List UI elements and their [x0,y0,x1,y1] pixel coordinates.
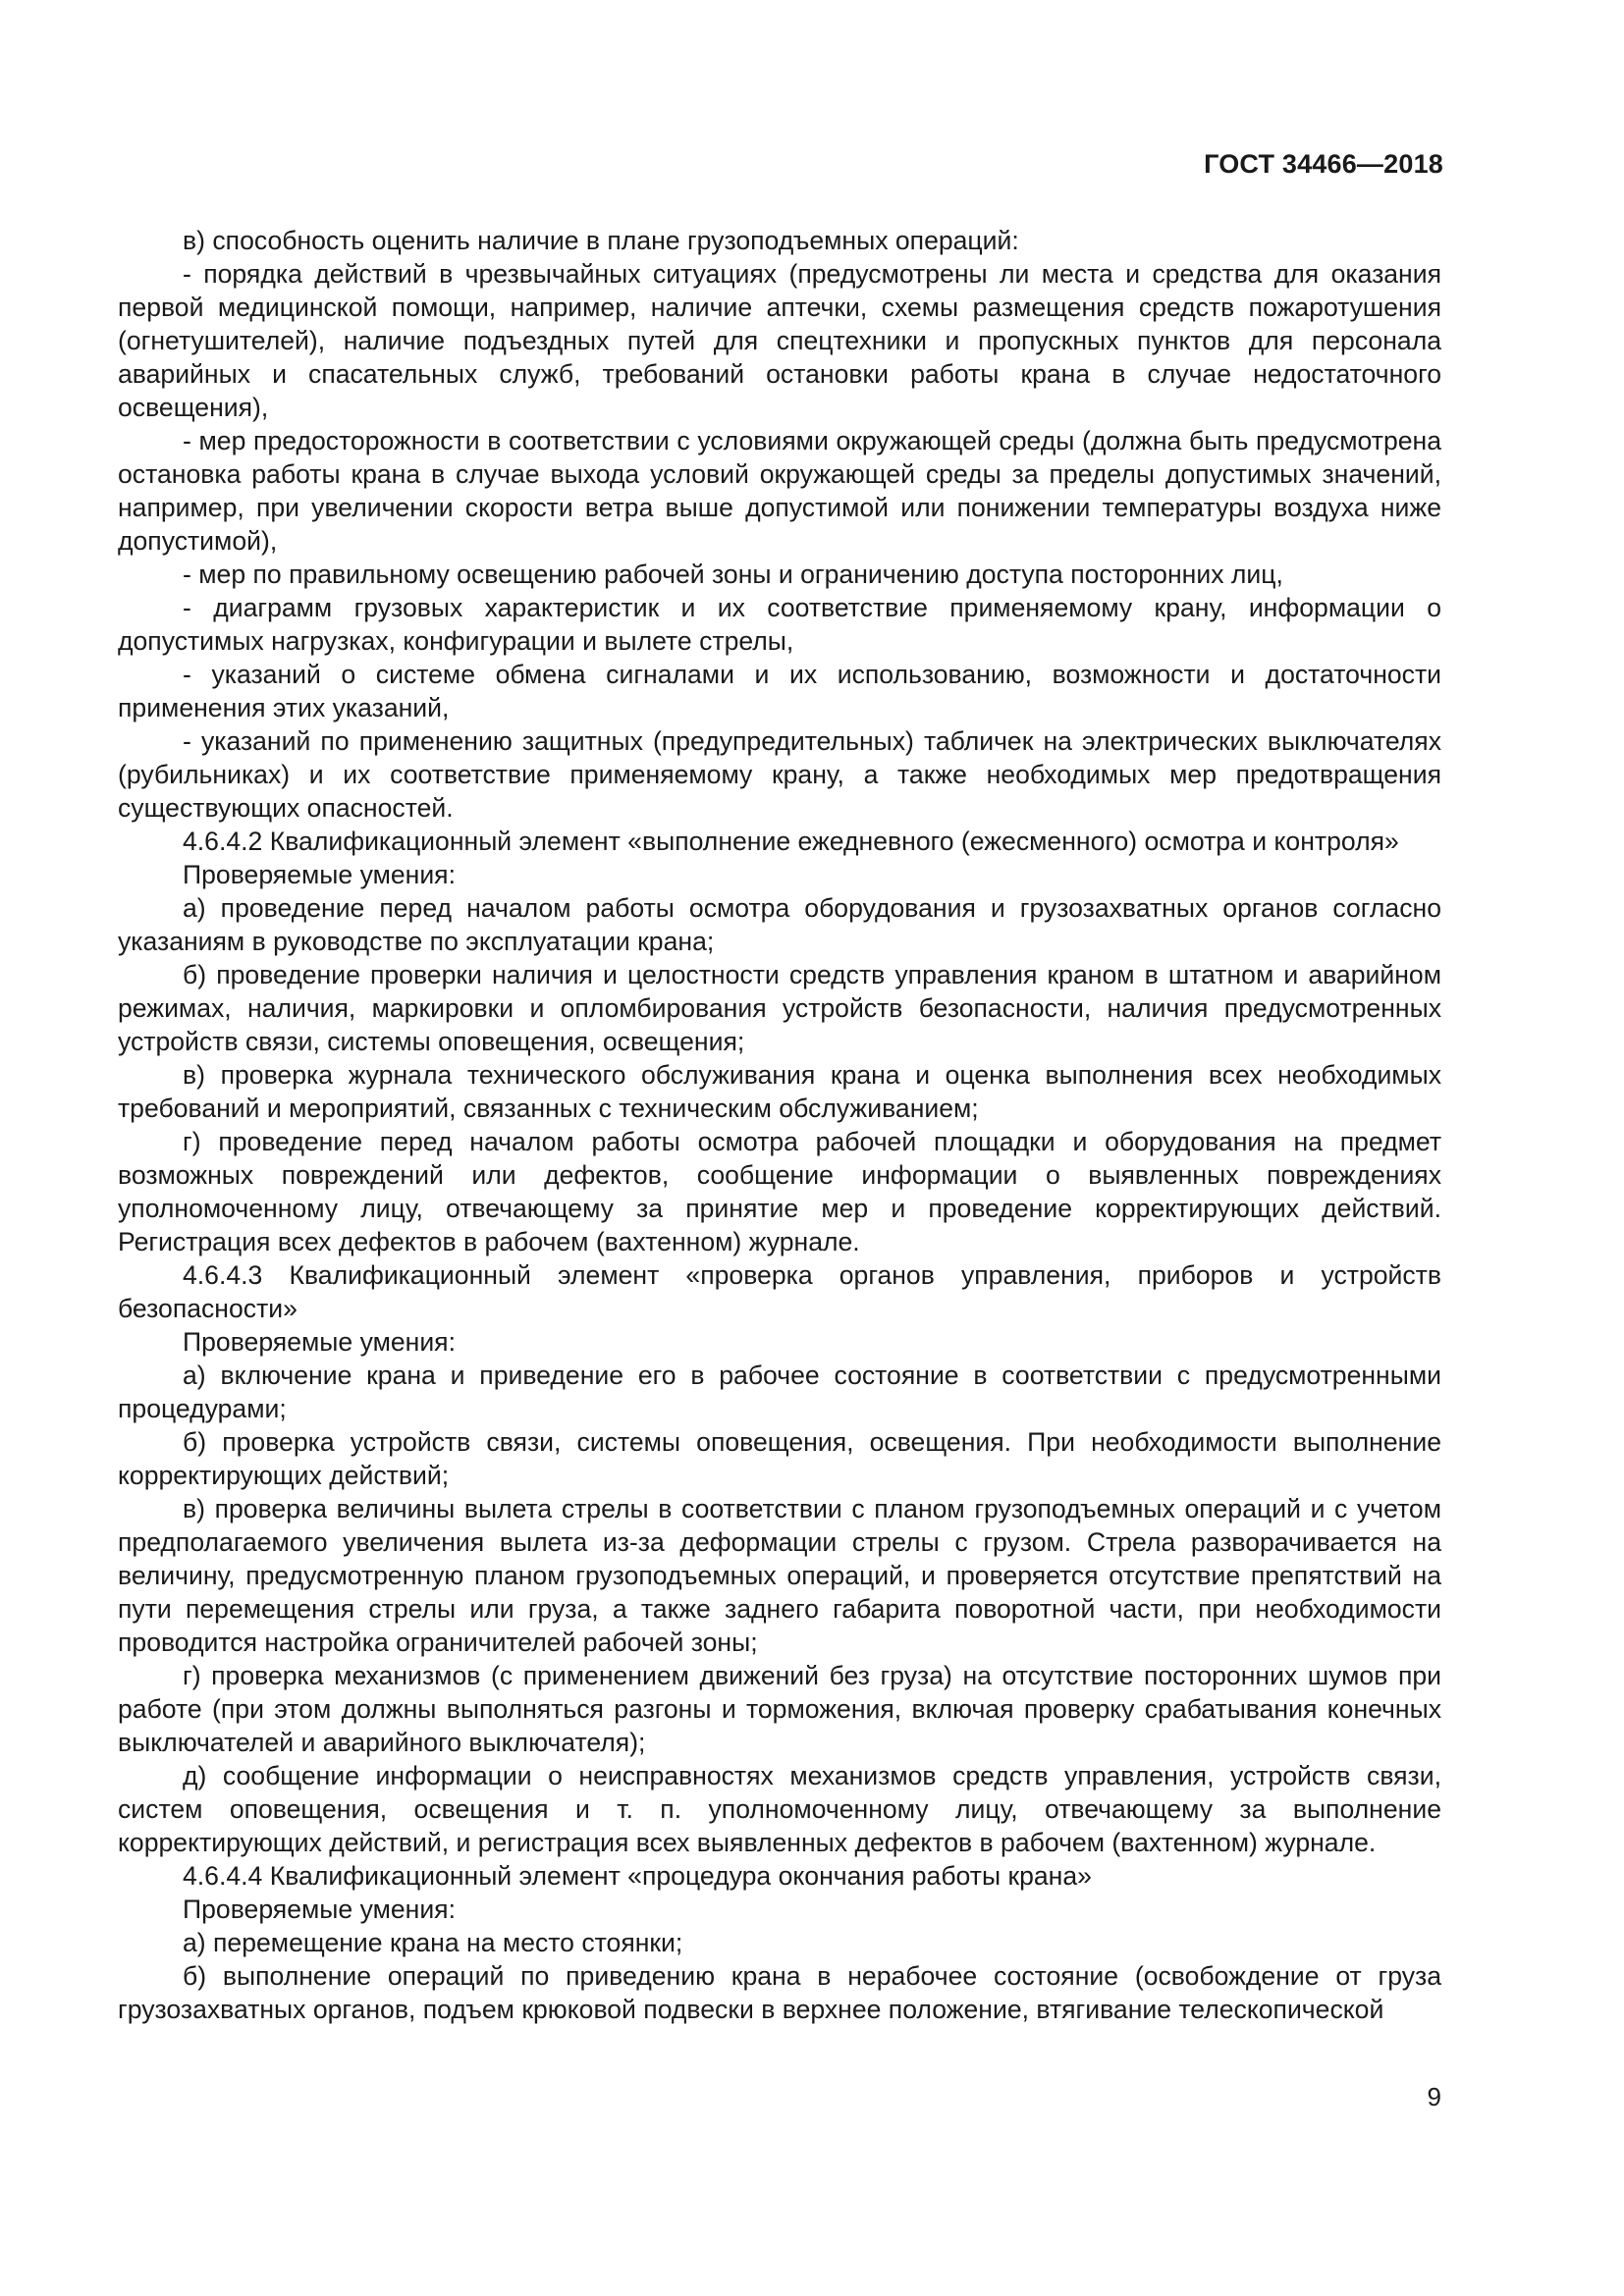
paragraph: Проверяемые умения: [183,1895,456,1924]
paragraph: - указаний о системе обмена сигналами и их использованию, возможности и достаточности применения этих указаний, [118,660,1441,722]
paragraph: - мер предосторожности в соответствии с условиями окружающей среды (должна быть предусмотрена остановка работы крана в случае выхода условий окружающей среды за пределы допустимых значений, например, при увеличении скорости ветра выше допустимой или понижении температуры воздуха ниже допустимой), [118,426,1441,556]
paragraph: д) сообщение информации о неисправностях механизмов средств управления, устройств связи, систем оповещения, освещения и т. п. уполномоченному лицу, отвечающему за выполнение корректирующих действий, и регистрация всех выявленных дефектов в рабочем (вахтенном) журнале. [118,1761,1441,1857]
paragraph: б) выполнение операций по приведению крана в нерабочее состояние (освобождение от груза грузозахватных органов, подъем крюковой подвески в верхнее положение, втягивание телескопической [118,1961,1441,2024]
paragraph: а) проведение перед началом работы осмотра оборудования и грузозахватных органов согласно указаниям в руководстве по эксплуатации крана; [118,893,1441,956]
section-heading-4-6-4-4: 4.6.4.4 Квалификационный элемент «процедура окончания работы крана» [183,1861,1092,1891]
section-heading-4-6-4-2: 4.6.4.2 Квалификационный элемент «выполнение ежедневного (ежесменного) осмотра и контроля» [183,827,1399,856]
paragraph: Проверяемые умения: [183,1327,456,1357]
section-heading-4-6-4-3: 4.6.4.3 Квалификационный элемент «проверка органов управления, приборов и устройств безопасности» [118,1260,1441,1323]
document-code-header: ГОСТ 34466—2018 [1204,149,1443,179]
paragraph: - порядка действий в чрезвычайных ситуациях (предусмотрены ли места и средства для оказания первой медицинской помощи, например, наличие аптечки, схемы размещения средств пожаротушения (огнетушителей), наличие подъездных путей для спецтехники и пропускных пунктов для персонала аварийных и спасательных служб, требований остановки работы крана в случае недостаточного освещения), [118,259,1441,422]
body-text [118,224,1441,2026]
paragraph: а) включение крана и приведение его в рабочее состояние в соответствии с предусмотренными процедурами; [118,1361,1441,1423]
paragraph: б) проведение проверки наличия и целостности средств управления краном в штатном и аварийном режимах, наличия, маркировки и опломбирования устройств безопасности, наличия предусмотренных устройств связи, системы оповещения, освещения; [118,960,1441,1056]
paragraph: - указаний по применению защитных (предупредительных) табличек на электрических выключателях (рубильниках) и их соответствие применяемому крану, а также необходимых мер предотвращения существующих опасностей. [118,726,1441,823]
paragraph: г) проведение перед началом работы осмотра рабочей площадки и оборудования на предмет возможных повреждений или дефектов, сообщение информации о выявленных повреждениях уполномоченному лицу, отвечающему за принятие мер и проведение корректирующих действий. Регистрация всех дефектов в рабочем (вахтенном) журнале. [118,1127,1441,1256]
paragraph: а) перемещение крана на место стоянки; [183,1928,683,1957]
page-number: 9 [1427,2082,1441,2111]
paragraph: - диаграмм грузовых характеристик и их соответствие применяемому крану, информации о допустимых нагрузках, конфигурации и вылете стрелы, [118,593,1441,656]
paragraph: в) проверка журнала технического обслуживания крана и оценка выполнения всех необходимых требований и мероприятий, связанных с техническим обслуживанием; [118,1060,1441,1123]
paragraph: в) проверка величины вылета стрелы в соответствии с планом грузоподъемных операций и с учетом предполагаемого увеличения вылета из-за деформации стрелы с грузом. Стрела разворачивается на величину, предусмотренную планом грузоподъемных операций, и проверяется отсутствие препятствий на пути перемещения стрелы или груза, а также заднего габарита поворотной части, при необходимости проводится настройка ограничителей рабочей зоны; [118,1494,1441,1657]
paragraph: в) способность оценить наличие в плане грузоподъемных операций: [183,226,1019,255]
paragraph: Проверяемые умения: [183,860,456,889]
paragraph: б) проверка устройств связи, системы оповещения, освещения. При необходимости выполнение корректирующих действий; [118,1427,1441,1490]
paragraph: г) проверка механизмов (с применением движений без груза) на отсутствие посторонних шумов при работе (при этом должны выполняться разгоны и торможения, включая проверку срабатывания конечных выключателей и аварийного выключателя); [118,1661,1441,1757]
paragraph: - мер по правильному освещению рабочей зоны и ограничению доступа посторонних лиц, [183,560,1283,589]
